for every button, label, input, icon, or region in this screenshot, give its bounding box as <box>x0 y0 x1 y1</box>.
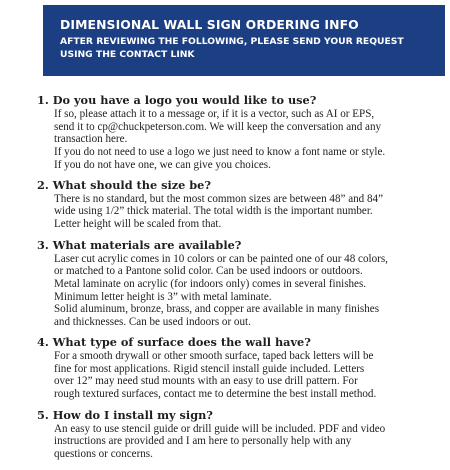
faq-answer <box>37 108 447 172</box>
answer-line: Letter height will be scaled from that. <box>54 217 222 230</box>
answer-line: If so, please attach it to a message or, if it is a vector, such as AI or EPS, <box>54 108 375 120</box>
header-subtitle-line: USING THE CONTACT LINK <box>60 48 195 60</box>
faq-answer <box>37 350 447 401</box>
faq-answer <box>37 423 447 461</box>
answer-line: There is no standard, but the most common sizes are between 48” and 84” <box>54 192 384 205</box>
answer-line: An easy to use stencil guide or drill guide will be included. PDF and video <box>54 422 386 435</box>
answer-line: Minimum letter height is 3” with metal laminate. <box>54 290 272 303</box>
faq-question: 4. What type of surface does the wall have? <box>37 334 311 349</box>
answer-line: If you do not need to use a logo we just need to know a font name or style. <box>54 146 386 159</box>
faq-question: 2. What should the size be? <box>37 177 211 192</box>
faq-question: 5. How do I install my sign? <box>37 407 213 422</box>
header-banner <box>43 5 445 76</box>
faq-question: 3. What materials are available? <box>37 237 242 252</box>
answer-line: Laser cut acrylic comes in 10 colors or can be painted one of our 48 colors, <box>54 252 388 265</box>
faq-item-size <box>37 178 447 231</box>
faq-item-materials <box>37 238 447 329</box>
answer-line: instructions are provided and I am here to personally help with any <box>54 435 352 448</box>
answer-line: For a smooth drywall or other smooth surface, taped back letters will be <box>54 349 374 362</box>
answer-line: or matched to a Pantone solid color. Can be used indoors or outdoors. <box>54 265 363 278</box>
faq-item-install <box>37 408 447 461</box>
faq-answer <box>37 193 447 231</box>
faq-answer <box>37 253 447 329</box>
answer-line: Solid aluminum, bronze, brass, and copper are available in many finishes <box>54 303 380 316</box>
header-subtitle-line: AFTER REVIEWING THE FOLLOWING, PLEASE SEND YOUR REQUEST <box>60 36 404 47</box>
answer-line: send it to cp@chuckpeterson.com. We will keep the conversation and any <box>54 120 382 133</box>
answer-line: Metal laminate on acrylic (for indoors only) comes in several finishes. <box>54 278 367 291</box>
faq-question: 1. Do you have a logo you would like to use? <box>37 93 317 107</box>
header-subtitle <box>60 36 445 61</box>
page-title: DIMENSIONAL WALL SIGN ORDERING INFO <box>60 17 359 32</box>
answer-line: rough textured surfaces, contact me to determine the best install method. <box>54 387 377 400</box>
answer-line: questions or concerns. <box>54 448 153 461</box>
answer-line: fine for most applications. Rigid stencil install guide included. Letters <box>54 362 365 375</box>
faq-item-logo <box>37 93 447 172</box>
answer-line: over 12” may need stud mounts with an easy to use drill pattern. For <box>54 375 358 388</box>
answer-line: transaction here. <box>54 133 128 146</box>
faq-item-surface <box>37 335 447 401</box>
faq-list <box>37 93 447 461</box>
answer-line: and thicknesses. Can be used indoors or out. <box>54 316 251 329</box>
answer-line: If you do not have one, we can give you choices. <box>54 158 271 171</box>
answer-line: wide using 1/2” thick material. The total width is the important number. <box>54 205 373 218</box>
